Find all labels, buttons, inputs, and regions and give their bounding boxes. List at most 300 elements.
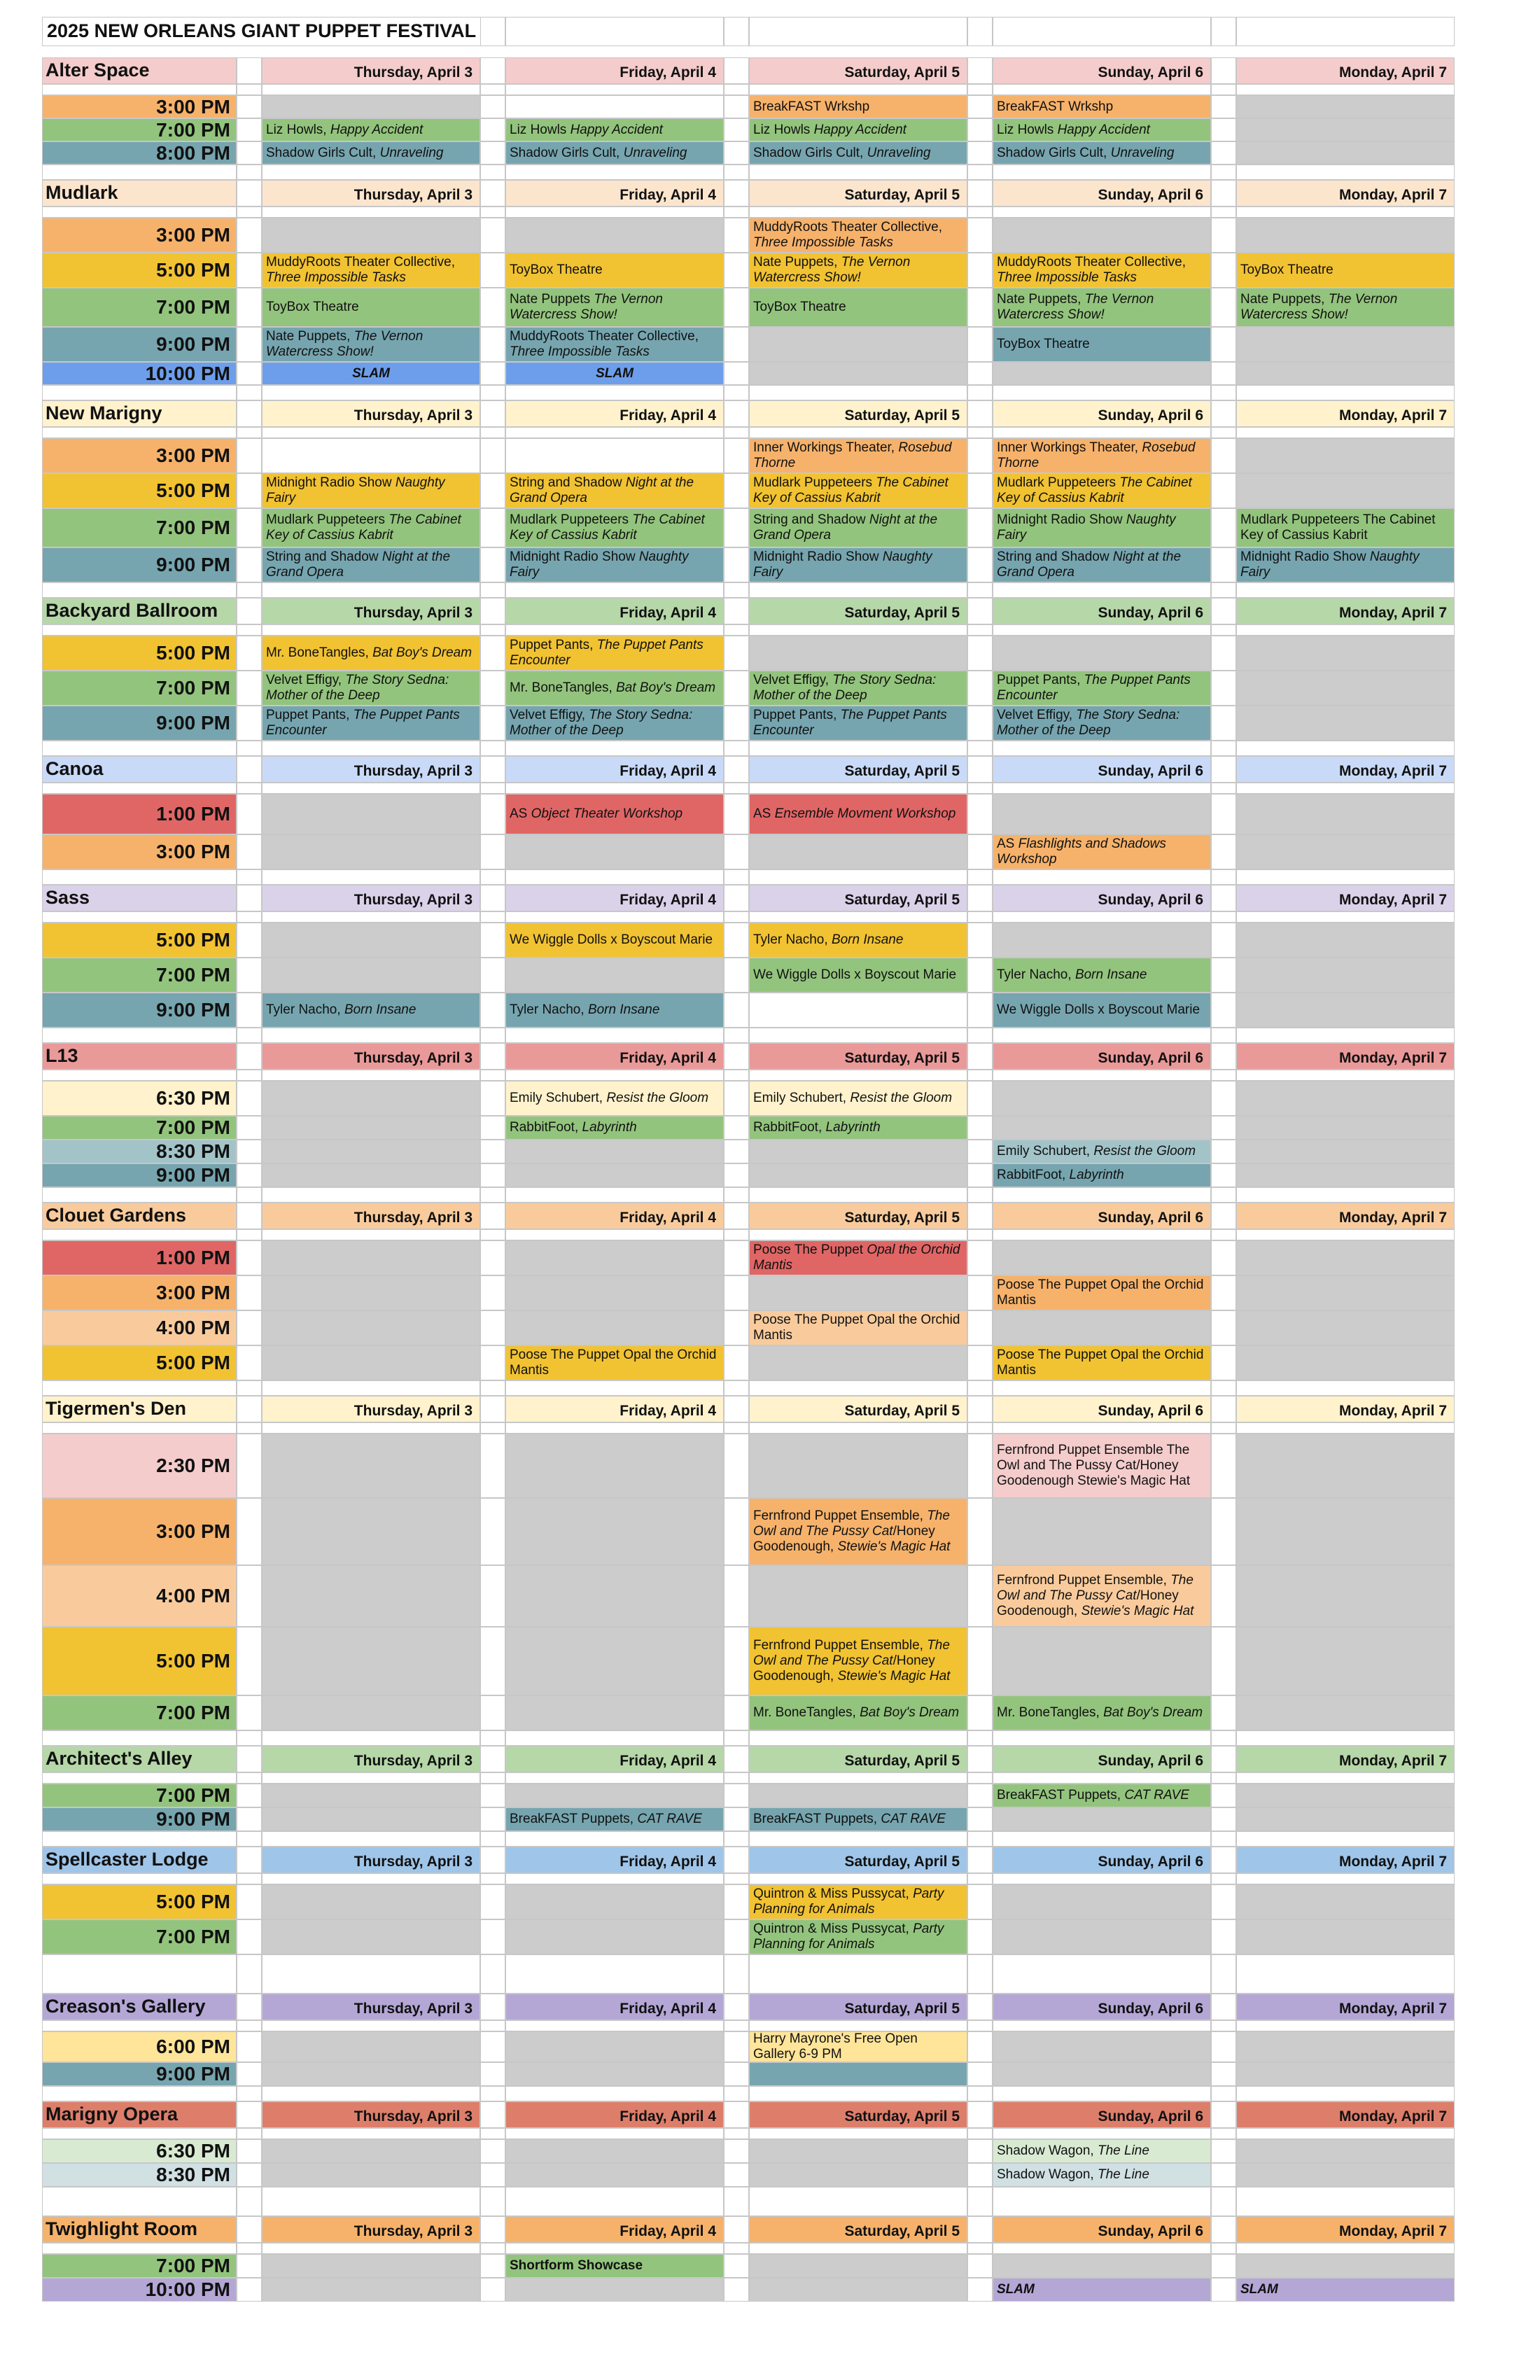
blank-cell bbox=[1211, 164, 1236, 180]
spacer-cell bbox=[724, 2062, 749, 2086]
spacer-cell bbox=[967, 547, 993, 582]
show-title: Bat Boy's Dream bbox=[1103, 1705, 1203, 1720]
blank-cell bbox=[1236, 2243, 1455, 2254]
spacer-cell bbox=[724, 327, 749, 362]
performer: Nate Puppets bbox=[510, 292, 594, 307]
spacer-cell bbox=[967, 1240, 993, 1275]
blank-cell bbox=[42, 1070, 237, 1081]
spacer-cell bbox=[967, 834, 993, 869]
event-cell bbox=[262, 288, 480, 327]
spacer-cell bbox=[967, 636, 993, 671]
spacer-cell bbox=[237, 1919, 262, 1954]
event-cell bbox=[262, 141, 480, 164]
performer: Nate Puppets, bbox=[997, 292, 1085, 307]
spacer-cell bbox=[724, 1240, 749, 1275]
blank-cell bbox=[749, 1831, 967, 1847]
spacer-cell bbox=[237, 1565, 262, 1627]
performer: Inner Workings Theater, bbox=[753, 440, 899, 455]
event-text bbox=[753, 1812, 946, 1827]
blank-cell bbox=[749, 1070, 967, 1081]
spacer-cell bbox=[967, 253, 993, 288]
day-header: Monday, April 7 bbox=[1236, 1994, 1455, 2020]
day-header: Sunday, April 6 bbox=[993, 1203, 1211, 1229]
spacer-cell bbox=[1211, 327, 1236, 362]
spacer-cell bbox=[480, 1310, 505, 1345]
blank-cell bbox=[42, 624, 237, 636]
day-header: Thursday, April 3 bbox=[262, 756, 480, 783]
day-header: Monday, April 7 bbox=[1236, 598, 1455, 624]
performer: MuddyRoots Theater Collective, bbox=[266, 255, 455, 270]
spacer-cell bbox=[1211, 1695, 1236, 1730]
blank-cell bbox=[237, 911, 262, 923]
blank-cell bbox=[1211, 1831, 1236, 1847]
spacer-cell bbox=[237, 1627, 262, 1695]
spacer-cell bbox=[237, 547, 262, 582]
blank-cell bbox=[1211, 2086, 1236, 2101]
empty-slot bbox=[1236, 2163, 1455, 2187]
spacer-cell bbox=[967, 1746, 993, 1772]
performer: SLAM bbox=[1240, 2282, 1278, 2297]
show-title: Resist the Gloom bbox=[606, 1091, 709, 1105]
spacer-cell bbox=[967, 362, 993, 385]
spacer-cell bbox=[237, 57, 262, 84]
day-header: Friday, April 4 bbox=[505, 1043, 724, 1070]
spacer-cell bbox=[1211, 1081, 1236, 1116]
spacer-cell bbox=[1211, 1498, 1236, 1565]
show-title: Night at the Grand Opera bbox=[510, 475, 694, 505]
blank-cell bbox=[967, 2086, 993, 2101]
performer: BreakFAST Puppets, bbox=[753, 1812, 881, 1826]
spacer-cell bbox=[480, 885, 505, 911]
venue-name: Creason's Gallery bbox=[42, 1994, 237, 2020]
blank-cell bbox=[1236, 164, 1455, 180]
event-text bbox=[753, 932, 903, 948]
blank-cell bbox=[505, 741, 724, 756]
blank-cell bbox=[262, 582, 480, 598]
empty-slot bbox=[1236, 993, 1455, 1028]
blank-cell bbox=[237, 1831, 262, 1847]
blank-cell bbox=[1236, 869, 1455, 885]
empty-slot bbox=[1236, 706, 1455, 741]
spacer-cell bbox=[480, 756, 505, 783]
blank-cell bbox=[724, 2187, 749, 2216]
day-header: Saturday, April 5 bbox=[749, 1396, 967, 1422]
blank-cell bbox=[749, 741, 967, 756]
empty-slot bbox=[262, 1565, 480, 1627]
blank-cell bbox=[967, 911, 993, 923]
event-cell bbox=[749, 1240, 967, 1275]
event-text bbox=[997, 2143, 1149, 2159]
show-title: Labyrinth bbox=[825, 1120, 881, 1135]
spacer-cell bbox=[237, 1884, 262, 1919]
spacer-cell bbox=[1211, 2216, 1236, 2243]
show-title: CAT RAVE bbox=[1124, 1788, 1189, 1802]
empty-slot bbox=[262, 1163, 480, 1187]
empty-slot bbox=[1236, 1140, 1455, 1163]
event-cell bbox=[505, 508, 724, 547]
time-slot: 3:00 PM bbox=[42, 95, 237, 118]
blank-cell bbox=[993, 1380, 1211, 1396]
empty-slot bbox=[262, 218, 480, 253]
performer: Tyler Nacho, bbox=[753, 932, 832, 947]
time-slot: 5:00 PM bbox=[42, 1627, 237, 1695]
event-cell bbox=[749, 1919, 967, 1954]
blank-cell bbox=[993, 385, 1211, 400]
blank-cell bbox=[237, 1187, 262, 1203]
spacer-cell bbox=[724, 2278, 749, 2302]
spacer-cell bbox=[967, 2062, 993, 2086]
empty-slot bbox=[993, 1884, 1211, 1919]
blank-cell bbox=[749, 1028, 967, 1043]
blank-cell bbox=[724, 1831, 749, 1847]
empty-slot bbox=[993, 636, 1211, 671]
spacer-cell bbox=[1211, 1807, 1236, 1831]
performer: Liz Howls bbox=[753, 122, 814, 137]
venue-name: L13 bbox=[42, 1043, 237, 1070]
spacer-cell bbox=[1211, 508, 1236, 547]
blank-cell bbox=[505, 869, 724, 885]
blank-cell bbox=[262, 1422, 480, 1434]
blank-cell bbox=[724, 385, 749, 400]
empty-slot bbox=[993, 1116, 1211, 1140]
spacer-cell bbox=[967, 2101, 993, 2128]
spacer-cell bbox=[967, 1203, 993, 1229]
blank-cell bbox=[749, 1954, 967, 1994]
performer: Mudlark Puppeteers The Cabinet Key of Cassius Kabrit bbox=[1240, 512, 1436, 542]
spacer-cell bbox=[724, 2163, 749, 2187]
event-cell bbox=[749, 1807, 967, 1831]
blank-cell bbox=[505, 1873, 724, 1884]
empty-slot bbox=[505, 958, 724, 993]
time-slot: 7:00 PM bbox=[42, 2254, 237, 2278]
event-cell bbox=[749, 95, 967, 118]
spacer-cell bbox=[1211, 2278, 1236, 2302]
spacer-cell bbox=[480, 2031, 505, 2062]
empty-slot bbox=[505, 1565, 724, 1627]
blank-cell bbox=[237, 84, 262, 95]
blank-cell bbox=[42, 1730, 237, 1746]
empty-slot bbox=[1236, 1565, 1455, 1627]
event-text bbox=[753, 1242, 963, 1273]
event-cell bbox=[262, 473, 480, 508]
show-title: Naughty Fairy bbox=[510, 550, 689, 580]
event-text bbox=[997, 512, 1207, 543]
blank-cell bbox=[1236, 2187, 1455, 2216]
blank-cell bbox=[1236, 427, 1455, 438]
blank-cell bbox=[993, 1730, 1211, 1746]
blank-cell bbox=[993, 84, 1211, 95]
blank-cell bbox=[749, 1380, 967, 1396]
show-title: The Line bbox=[1098, 2167, 1149, 2182]
blank-cell bbox=[480, 783, 505, 794]
blank-cell bbox=[237, 206, 262, 218]
time-slot: 7:00 PM bbox=[42, 508, 237, 547]
performer: Velvet Effigy, bbox=[266, 673, 346, 687]
spacer-cell bbox=[480, 2163, 505, 2187]
show-title: The Cabinet Key of Cassius Kabrit bbox=[510, 512, 705, 542]
show-title: Party Planning for Animals bbox=[753, 1921, 944, 1952]
spacer-cell bbox=[237, 1434, 262, 1498]
spacer-cell bbox=[237, 1203, 262, 1229]
show-title: Unraveling bbox=[867, 145, 931, 160]
performer: RabbitFoot, bbox=[510, 1120, 582, 1135]
spacer-cell bbox=[724, 118, 749, 141]
spacer-cell bbox=[967, 118, 993, 141]
day-header: Thursday, April 3 bbox=[262, 885, 480, 911]
blank-cell bbox=[480, 624, 505, 636]
blank-cell bbox=[993, 2128, 1211, 2139]
event-text bbox=[266, 708, 476, 738]
show-title: The Vernon Watercress Show! bbox=[753, 255, 911, 285]
event-cell bbox=[993, 993, 1211, 1028]
empty-slot bbox=[262, 834, 480, 869]
show-title: Ensemble Movment Workshop bbox=[774, 806, 956, 821]
blank-cell bbox=[993, 869, 1211, 885]
spacer-cell bbox=[1211, 1203, 1236, 1229]
spacer-cell bbox=[1211, 756, 1236, 783]
day-header: Sunday, April 6 bbox=[993, 2216, 1211, 2243]
spacer-cell bbox=[237, 218, 262, 253]
show-title: The Puppet Pants Encounter bbox=[266, 708, 460, 738]
day-header: Sunday, April 6 bbox=[993, 1043, 1211, 1070]
blank-cell bbox=[505, 624, 724, 636]
blank-cell bbox=[1236, 624, 1455, 636]
blank-cell bbox=[1211, 741, 1236, 756]
blank-cell bbox=[262, 1229, 480, 1240]
spacer-cell bbox=[967, 2254, 993, 2278]
empty-slot bbox=[262, 438, 480, 473]
performer: We Wiggle Dolls x Boyscout Marie bbox=[753, 967, 957, 982]
spacer-cell bbox=[480, 598, 505, 624]
empty-slot bbox=[993, 218, 1211, 253]
blank-cell bbox=[262, 385, 480, 400]
blank-cell bbox=[42, 1873, 237, 1884]
blank-cell bbox=[262, 1028, 480, 1043]
time-slot: 5:00 PM bbox=[42, 1884, 237, 1919]
spacer-cell bbox=[237, 400, 262, 427]
show-title: Three Impossible Tasks bbox=[266, 270, 406, 285]
spacer-cell bbox=[1211, 834, 1236, 869]
spacer-cell bbox=[724, 2254, 749, 2278]
spacer-cell bbox=[1211, 1116, 1236, 1140]
blank-cell bbox=[237, 1730, 262, 1746]
spacer-cell bbox=[1211, 1163, 1236, 1187]
blank-cell bbox=[505, 1070, 724, 1081]
blank-cell bbox=[1211, 84, 1236, 95]
spacer-cell bbox=[724, 1275, 749, 1310]
blank-cell bbox=[42, 2086, 237, 2101]
performer: AS bbox=[997, 836, 1018, 851]
show-title: Happy Accident bbox=[330, 122, 424, 137]
blank-cell bbox=[1236, 1730, 1455, 1746]
empty-slot bbox=[505, 1627, 724, 1695]
empty-slot bbox=[993, 1807, 1211, 1831]
blank-cell bbox=[505, 2187, 724, 2216]
blank-cell bbox=[1211, 206, 1236, 218]
blank-cell bbox=[993, 17, 1211, 46]
spacer-cell bbox=[237, 706, 262, 741]
performer: ToyBox Theatre bbox=[1240, 262, 1334, 277]
spacer-cell bbox=[480, 794, 505, 834]
event-text bbox=[753, 550, 963, 580]
performer: AS bbox=[510, 806, 531, 821]
event-cell bbox=[262, 118, 480, 141]
spacer-cell bbox=[724, 923, 749, 958]
spacer-cell bbox=[967, 794, 993, 834]
show-title: Born Insane bbox=[1074, 967, 1147, 982]
blank-cell bbox=[505, 2086, 724, 2101]
blank-cell bbox=[1211, 624, 1236, 636]
blank-cell bbox=[993, 624, 1211, 636]
spacer-cell bbox=[237, 1163, 262, 1187]
empty-slot bbox=[1236, 2031, 1455, 2062]
show-title: The Cabinet Key of Cassius Kabrit bbox=[753, 475, 948, 505]
blank-cell bbox=[42, 783, 237, 794]
empty-slot bbox=[1236, 923, 1455, 958]
event-text bbox=[1240, 512, 1450, 543]
show-title: The Story Sedna: Mother of the Deep bbox=[510, 708, 693, 738]
spacer-cell bbox=[237, 636, 262, 671]
blank-cell bbox=[237, 624, 262, 636]
day-header: Monday, April 7 bbox=[1236, 1746, 1455, 1772]
spacer-cell bbox=[967, 1140, 993, 1163]
time-slot: 8:30 PM bbox=[42, 2163, 237, 2187]
empty-slot bbox=[1236, 141, 1455, 164]
blank-cell bbox=[967, 385, 993, 400]
event-cell bbox=[262, 993, 480, 1028]
blank-cell bbox=[505, 911, 724, 923]
blank-cell bbox=[993, 164, 1211, 180]
show-title: Naughty Fairy bbox=[753, 550, 932, 580]
spacer-cell bbox=[480, 253, 505, 288]
event-cell bbox=[749, 141, 967, 164]
spacer-cell bbox=[967, 180, 993, 206]
empty-slot bbox=[993, 362, 1211, 385]
blank-cell bbox=[262, 1730, 480, 1746]
blank-cell bbox=[724, 2243, 749, 2254]
spacer-cell bbox=[724, 1140, 749, 1163]
empty-slot bbox=[262, 2062, 480, 2086]
spacer-cell bbox=[480, 473, 505, 508]
show-title: Night at the Grand Opera bbox=[753, 512, 938, 542]
spacer-cell bbox=[237, 1043, 262, 1070]
blank-cell bbox=[993, 783, 1211, 794]
time-slot: 5:00 PM bbox=[42, 923, 237, 958]
spacer-cell bbox=[1211, 671, 1236, 706]
spacer-cell bbox=[967, 2278, 993, 2302]
performer: Mudlark Puppeteers bbox=[266, 512, 389, 527]
blank-cell bbox=[724, 1772, 749, 1784]
empty-slot bbox=[1236, 1434, 1455, 1498]
event-text bbox=[510, 1812, 702, 1827]
spacer-cell bbox=[1211, 636, 1236, 671]
spacer-cell bbox=[724, 1884, 749, 1919]
empty-slot bbox=[505, 1310, 724, 1345]
empty-slot bbox=[1236, 1081, 1455, 1116]
show-title: Labyrinth bbox=[1069, 1168, 1124, 1182]
day-header: Sunday, April 6 bbox=[993, 598, 1211, 624]
empty-slot bbox=[262, 2278, 480, 2302]
blank-cell bbox=[993, 1772, 1211, 1784]
event-text bbox=[266, 329, 476, 360]
blank-cell bbox=[237, 2020, 262, 2031]
blank-cell bbox=[724, 427, 749, 438]
performer: BreakFAST Wrkshp bbox=[997, 99, 1114, 114]
blank-cell bbox=[967, 1070, 993, 1081]
day-header: Friday, April 4 bbox=[505, 885, 724, 911]
performer: Shadow Girls Cult, bbox=[510, 145, 624, 160]
spacer-cell bbox=[1211, 2101, 1236, 2128]
event-cell bbox=[749, 671, 967, 706]
blank-cell bbox=[993, 2020, 1211, 2031]
blank-cell bbox=[1236, 582, 1455, 598]
blank-cell bbox=[967, 783, 993, 794]
blank-cell bbox=[480, 2128, 505, 2139]
show-title: The Vernon Watercress Show! bbox=[510, 292, 664, 322]
empty-slot bbox=[749, 1784, 967, 1807]
spacer-cell bbox=[480, 400, 505, 427]
time-slot: 10:00 PM bbox=[42, 362, 237, 385]
empty-slot bbox=[505, 834, 724, 869]
empty-slot bbox=[262, 1784, 480, 1807]
event-text bbox=[510, 680, 715, 696]
event-text bbox=[997, 440, 1207, 471]
event-text bbox=[510, 932, 713, 948]
blank-cell bbox=[480, 427, 505, 438]
performer: Fernfrond Puppet Ensemble, bbox=[753, 1508, 927, 1523]
time-slot: 8:30 PM bbox=[42, 1140, 237, 1163]
blank-cell bbox=[1211, 385, 1236, 400]
blank-cell bbox=[967, 84, 993, 95]
event-cell bbox=[993, 1140, 1211, 1163]
event-cell bbox=[993, 2278, 1211, 2302]
spacer-cell bbox=[480, 57, 505, 84]
performer: Mr. BoneTangles, bbox=[753, 1705, 860, 1720]
blank-cell bbox=[749, 911, 967, 923]
empty-slot bbox=[749, 1565, 967, 1627]
event-cell bbox=[1236, 253, 1455, 288]
performer: Puppet Pants, bbox=[510, 638, 597, 652]
spacer-cell bbox=[724, 885, 749, 911]
blank-cell bbox=[505, 2128, 724, 2139]
blank-cell bbox=[724, 911, 749, 923]
day-header: Friday, April 4 bbox=[505, 756, 724, 783]
show-title: Flashlights and Shadows Workshop bbox=[997, 836, 1166, 867]
event-text bbox=[753, 1508, 963, 1555]
blank-cell bbox=[749, 783, 967, 794]
time-slot: 9:00 PM bbox=[42, 2062, 237, 2086]
spacer-cell bbox=[724, 2216, 749, 2243]
day-header: Thursday, April 3 bbox=[262, 2101, 480, 2128]
day-header: Saturday, April 5 bbox=[749, 1043, 967, 1070]
show-title: Born Insane bbox=[587, 1002, 660, 1017]
performer: Nate Puppets, bbox=[1240, 292, 1329, 307]
event-text bbox=[997, 1705, 1203, 1721]
empty-slot bbox=[993, 2031, 1211, 2062]
event-text bbox=[997, 1002, 1200, 1018]
spacer-cell bbox=[1211, 2163, 1236, 2187]
show-title: Naughty Fairy bbox=[1240, 550, 1420, 580]
spacer-cell bbox=[1211, 1784, 1236, 1807]
spacer-cell bbox=[480, 2216, 505, 2243]
event-cell bbox=[505, 1345, 724, 1380]
performer: Shortform Showcase bbox=[510, 2258, 643, 2273]
blank-cell bbox=[262, 2187, 480, 2216]
spacer-cell bbox=[237, 288, 262, 327]
event-text bbox=[510, 708, 720, 738]
show-title: Rosebud Thorne bbox=[753, 440, 952, 470]
empty-slot bbox=[1236, 1807, 1455, 1831]
